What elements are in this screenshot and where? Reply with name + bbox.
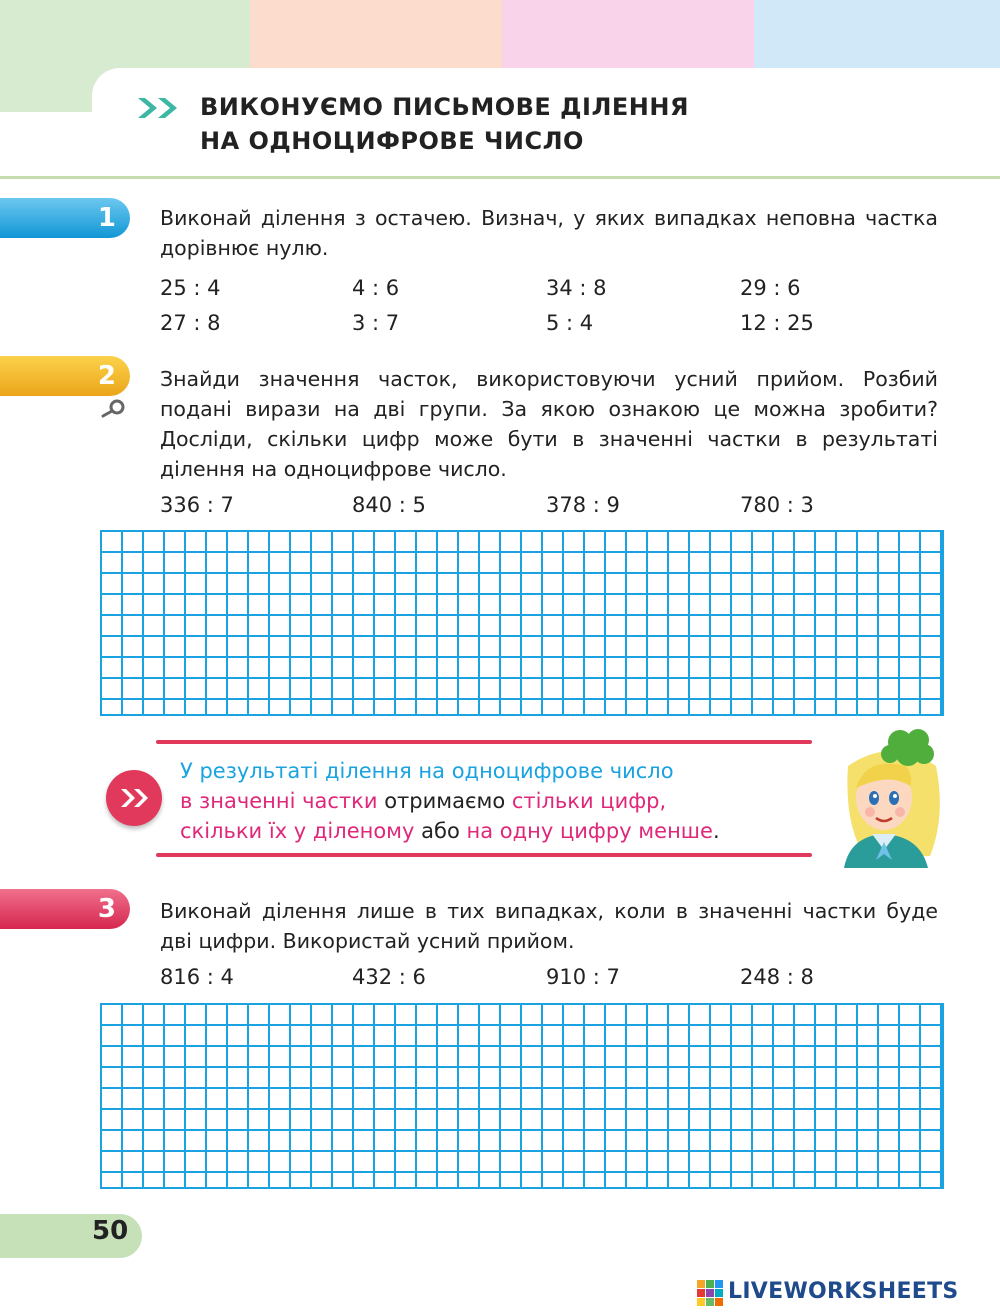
task-1-text: Виконай ділення з остачею. Визнач, у яких випадках неповна частка дорівнює нулю. bbox=[160, 206, 938, 260]
liveworksheets-brand[interactable]: LIVEWORKSHEETS bbox=[728, 1279, 959, 1304]
top-band-peach bbox=[250, 0, 502, 70]
page-number: 50 bbox=[92, 1216, 129, 1246]
task-2-text: Знайди значення часток, використовуючи усний прийом. Розбий подані вирази на дві групи. За якою ознакою це можна зробити? Досліди, скільки цифр може бути в значенні частки в результаті ділення на одноцифрове число. bbox=[160, 367, 938, 481]
rule-part: отримаємо bbox=[377, 789, 512, 813]
girl-illustration bbox=[826, 726, 960, 868]
expression: 3 : 7 bbox=[352, 311, 400, 335]
rule-top-line bbox=[156, 740, 812, 744]
expression: 910 : 7 bbox=[546, 965, 620, 989]
expression: 34 : 8 bbox=[546, 276, 607, 300]
title-line-1: ВИКОНУЄМО ПИСЬМОВЕ ДІЛЕННЯ bbox=[200, 93, 689, 121]
rule-part: скільки їх у діленому bbox=[180, 819, 415, 843]
top-band-pink bbox=[502, 0, 754, 70]
expression: 29 : 6 bbox=[740, 276, 801, 300]
rule-part: на одну цифру менше bbox=[466, 819, 713, 843]
task-number-badge: 3 bbox=[0, 889, 130, 929]
task-1-row-2 bbox=[160, 311, 960, 341]
task-3-text: Виконай ділення лише в тих випадках, коли в значенні частки буде дві цифри. Використай усний прийом. bbox=[160, 899, 938, 953]
rule-text bbox=[180, 756, 820, 846]
rule-part: У результаті ділення на одноцифрове число bbox=[180, 759, 674, 783]
header-divider bbox=[0, 176, 1000, 179]
rule-icon-circle bbox=[106, 770, 162, 826]
task-2-expressions bbox=[160, 493, 960, 523]
expression: 5 : 4 bbox=[546, 311, 594, 335]
expression: 248 : 8 bbox=[740, 965, 814, 989]
top-band-blue bbox=[754, 0, 1000, 70]
task-3-expressions bbox=[160, 965, 960, 995]
rule-part: . bbox=[712, 819, 720, 843]
page-title bbox=[200, 90, 800, 158]
rule-part: в значенні частки bbox=[180, 789, 378, 813]
magnifier-icon bbox=[100, 398, 128, 418]
double-chevron-icon bbox=[136, 95, 186, 121]
title-line-2: НА ОДНОЦИФРОВЕ ЧИСЛО bbox=[200, 127, 584, 155]
expression: 336 : 7 bbox=[160, 493, 234, 517]
double-chevron-icon bbox=[119, 787, 151, 809]
expression: 816 : 4 bbox=[160, 965, 234, 989]
liveworksheets-logo-icon bbox=[697, 1280, 725, 1306]
answer-grid-task-2[interactable] bbox=[100, 530, 944, 716]
expression: 12 : 25 bbox=[740, 311, 814, 335]
task-number-badge: 2 bbox=[0, 356, 130, 396]
expression: 27 : 8 bbox=[160, 311, 221, 335]
expression: 780 : 3 bbox=[740, 493, 814, 517]
rule-part: або bbox=[414, 819, 467, 843]
expression: 840 : 5 bbox=[352, 493, 426, 517]
expression: 378 : 9 bbox=[546, 493, 620, 517]
answer-grid-task-3[interactable] bbox=[100, 1003, 944, 1189]
expression: 432 : 6 bbox=[352, 965, 426, 989]
expression: 4 : 6 bbox=[352, 276, 400, 300]
task-1-row-1 bbox=[160, 276, 960, 306]
expression: 25 : 4 bbox=[160, 276, 221, 300]
rule-part: стільки цифр, bbox=[511, 789, 667, 813]
task-number-badge: 1 bbox=[0, 198, 130, 238]
rule-bottom-line bbox=[156, 853, 812, 857]
